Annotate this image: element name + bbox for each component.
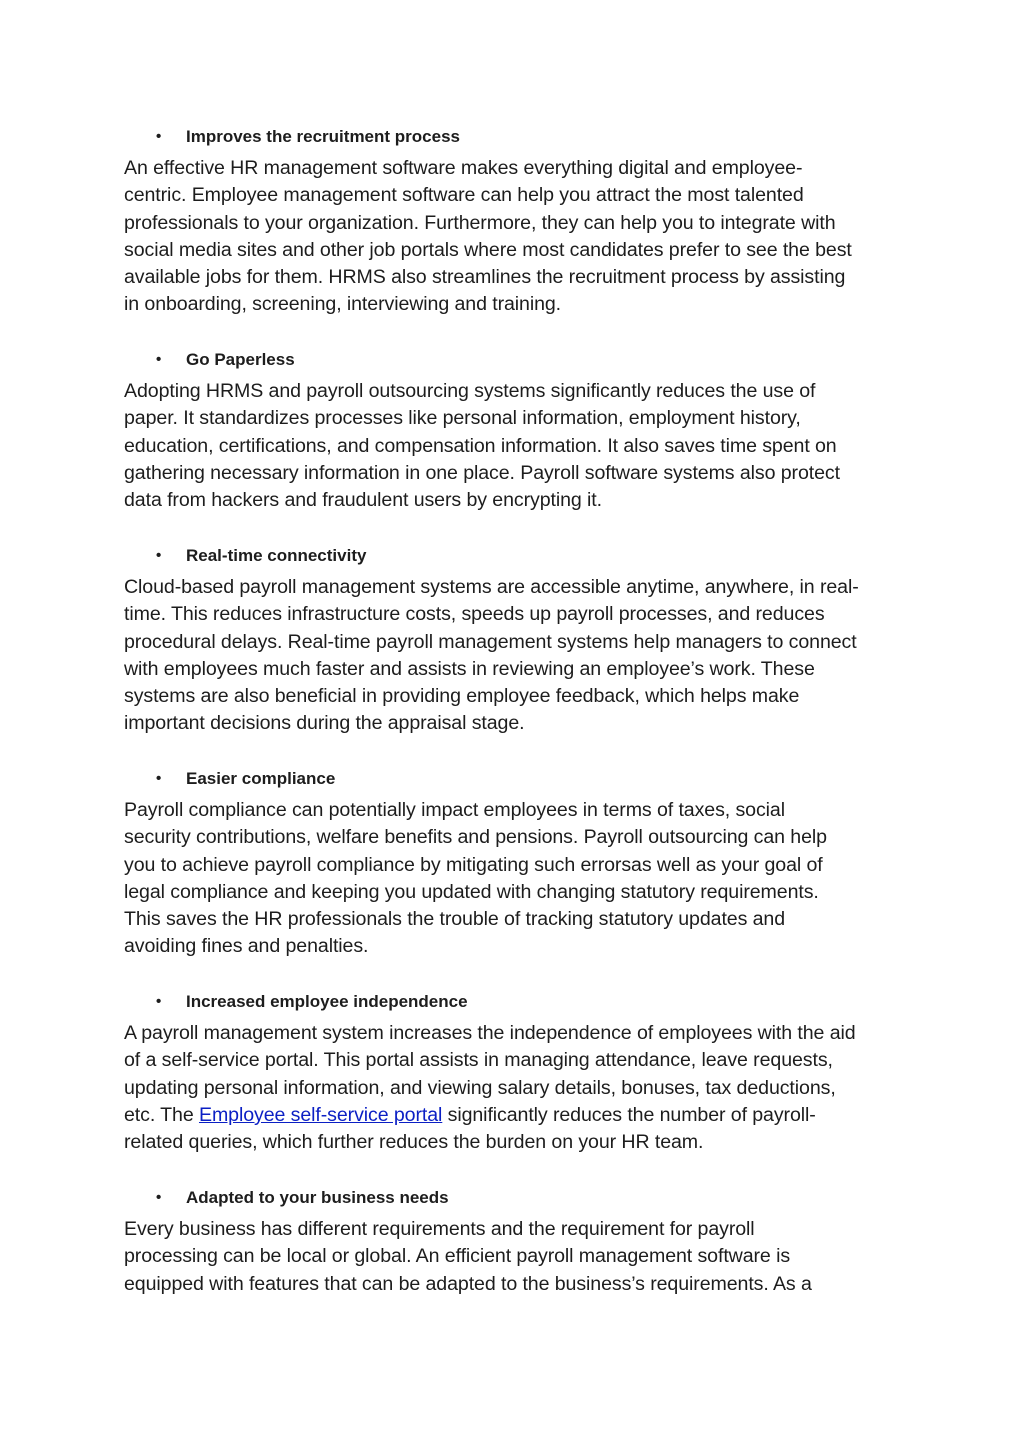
- bullet-icon: •: [156, 547, 162, 564]
- section-body: [124, 1020, 914, 1156]
- section-body: Adopting HRMS and payroll outsourcing systems significantly reduces the use of paper. It standardizes processes like personal information, employment history, education, certifications, and compensation information. It also saves time spent on gathering necessary information in one place. Payroll software systems also protect data from hackers and fraudulent users by encrypting it.: [124, 380, 840, 512]
- section-heading: [124, 1187, 914, 1209]
- employee-self-service-portal-link[interactable]: Employee self-service portal: [198, 1103, 443, 1126]
- bullet-icon: •: [156, 770, 162, 787]
- section-heading: [124, 768, 914, 790]
- section-heading: [124, 991, 914, 1013]
- bullet-icon: •: [156, 1189, 162, 1206]
- heading-text: Real-time connectivity: [186, 546, 367, 565]
- section-go-paperless: [124, 349, 914, 514]
- heading-text: Increased employee independence: [186, 992, 468, 1011]
- section-employee-independence: [124, 991, 914, 1156]
- section-heading: [124, 349, 914, 371]
- section-body: Cloud-based payroll management systems are accessible anytime, anywhere, in real- time. This reduces infrastructure costs, speeds up payroll processes, and reduces procedural delays. Real-time payroll management systems help managers to connect with employees much faster and assists in reviewing an employee’s work. These systems are also beneficial in providing employee feedback, which helps make important decisions during the appraisal stage.: [124, 576, 859, 735]
- section-real-time-connectivity: [124, 545, 914, 738]
- heading-text: Adapted to your business needs: [186, 1188, 449, 1207]
- section-body: Every business has different requirements and the requirement for payroll processing can be local or global. An efficient payroll management software is equipped with features that can be adapted to the business’s requirements. As a: [124, 1218, 812, 1295]
- section-business-needs: [124, 1187, 914, 1298]
- section-heading: [124, 126, 914, 148]
- bullet-icon: •: [156, 993, 162, 1010]
- bullet-icon: •: [156, 351, 162, 368]
- section-body: An effective HR management software makes everything digital and employee- centric. Employee management software can help you attract the most talented professionals to your organization. Furthermore, they can help you to integrate with social media sites and other job portals where most candidates prefer to see the best available jobs for them. HRMS also streamlines the recruitment process by assisting in onboarding, screening, interviewing and training.: [124, 157, 852, 316]
- bullet-icon: •: [156, 128, 162, 145]
- section-heading: [124, 545, 914, 567]
- section-easier-compliance: [124, 768, 914, 961]
- section-body: Payroll compliance can potentially impact employees in terms of taxes, social security contributions, welfare benefits and pensions. Payroll outsourcing can help you to achieve payroll compliance by mitigating such errorsas well as your goal of legal compliance and keeping you updated with changing statutory requirements. This saves the HR professionals the trouble of tracking statutory updates and avoiding fines and penalties.: [124, 799, 827, 958]
- body-text-before-link: A payroll management system increases the independence of employees with the aid of a self-service portal. This portal assists in managing attendance, leave requests, updating personal information, and viewing salary details, bonuses, tax deductions, etc. The: [124, 1022, 856, 1126]
- body-text-after-link: significantly reduces the number of payroll- related queries, which further reduces the burden on your HR team.: [124, 1103, 816, 1154]
- heading-text: Improves the recruitment process: [186, 127, 460, 146]
- section-recruitment: [124, 126, 914, 319]
- heading-text: Easier compliance: [186, 769, 336, 788]
- heading-text: Go Paperless: [186, 350, 295, 369]
